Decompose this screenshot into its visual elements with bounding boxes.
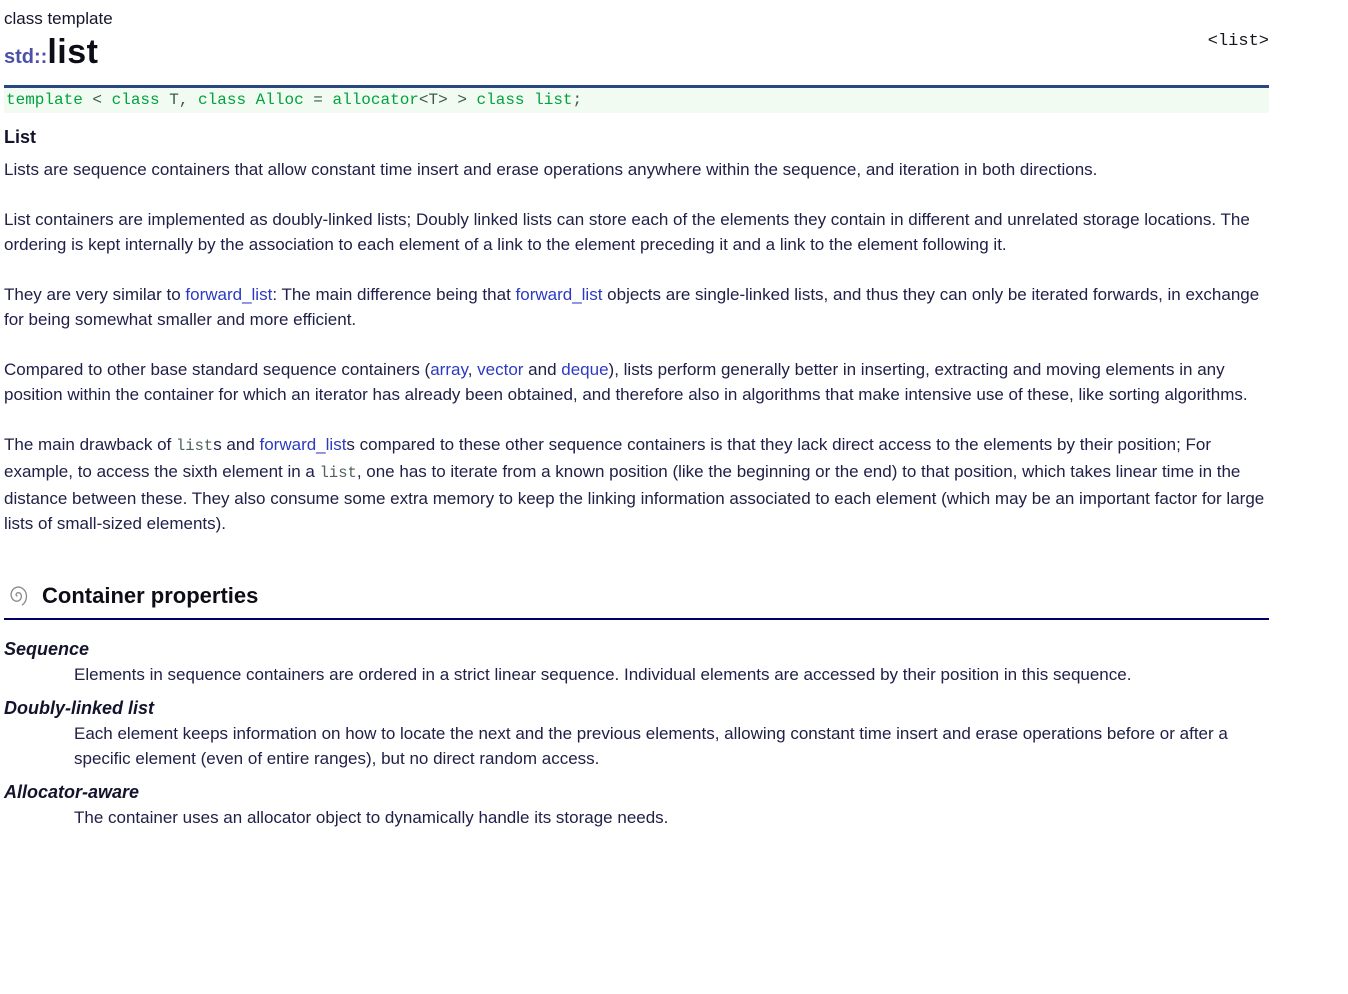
decl-segment: class — [198, 91, 256, 109]
title-name: list — [47, 33, 99, 71]
decl-segment: class — [476, 91, 535, 109]
decl-segment: <T> > — [418, 91, 477, 109]
container-properties-title: Container properties — [42, 582, 259, 608]
header-include-link[interactable]: <list> — [1207, 32, 1269, 51]
decl-segment: allocator — [332, 91, 419, 109]
link-deque[interactable]: deque — [561, 360, 609, 379]
link-forward_list[interactable]: forward_list — [259, 435, 347, 454]
property-term: Doubly-linked list — [4, 698, 155, 718]
paragraph: They are very similar to forward_list: The main difference being that forward_list objects are single-linked lists, and thus they can only be iterated forwards, in exchange for being somewhat smaller and more efficient. — [4, 285, 1260, 329]
inline-code: list — [175, 437, 214, 455]
declaration-code — [4, 88, 1269, 113]
container-properties-header — [4, 582, 1269, 620]
link-forward_list[interactable]: forward_list — [185, 285, 273, 304]
spiral-icon — [6, 582, 29, 609]
link-vector[interactable]: vector — [477, 360, 524, 379]
decl-segment: list — [534, 91, 573, 109]
decl-segment: template — [6, 91, 93, 109]
property-term: Allocator-aware — [4, 782, 140, 802]
intro-paragraphs — [4, 157, 1266, 536]
title-namespace: std:: — [4, 46, 48, 68]
decl-segment: ; — [572, 91, 583, 109]
page-title — [4, 34, 1269, 75]
paragraph: The main drawback of lists and forward_lists compared to these other sequence containers is that they lack direct access to the elements by their position; For example, to access the sixth element in a list, one has to iterate from a known position (like the beginning or the end) to that position, which takes linear time in the distance between these. They also consume some extra memory to keep the linking information associated to each element (which may be an important factor for large lists of small-sized elements). — [4, 435, 1265, 533]
property-description: Each element keeps information on how to locate the next and the previous elements, allowing constant time insert and erase operations before or after a specific element (even of entire ranges), but no direct random access. — [74, 724, 1228, 768]
inline-code: list — [319, 464, 357, 482]
decl-segment: = — [303, 91, 333, 109]
property-description: Elements in sequence containers are ordered in a strict linear sequence. Individual elements are accessed by their position in this sequence. — [74, 665, 1132, 684]
decl-segment: T, — [169, 91, 199, 109]
paragraph: Compared to other base standard sequence containers (array, vector and deque), lists perform generally better in inserting, extracting and moving elements in any position within the container for which an iterator has already been obtained, and therefore also in algorithms that make intensive use of these, like sorting algorithms. — [4, 360, 1248, 404]
property-term: Sequence — [4, 639, 90, 659]
decl-segment: class — [111, 91, 170, 109]
link-array[interactable]: array — [430, 360, 468, 379]
link-forward_list[interactable]: forward_list — [515, 285, 603, 304]
paragraph: Lists are sequence containers that allow constant time insert and erase operations anywhere within the sequence, and iteration in both directions. — [4, 160, 1098, 179]
intro-section — [4, 125, 1269, 536]
paragraph: List containers are implemented as doubly-linked lists; Doubly linked lists can store each of the elements they contain in different and unrelated storage locations. The ordering is kept internally by the association to each element of a link to the element preceding it and a link to the element following it. — [4, 210, 1250, 254]
property-description: The container uses an allocator object to dynamically handle its storage needs. — [74, 808, 669, 827]
properties-list — [4, 637, 1269, 830]
category-label: class template — [4, 9, 113, 28]
list-subheading: List — [4, 127, 37, 147]
decl-segment: Alloc — [255, 91, 304, 109]
decl-segment: < — [92, 91, 112, 109]
